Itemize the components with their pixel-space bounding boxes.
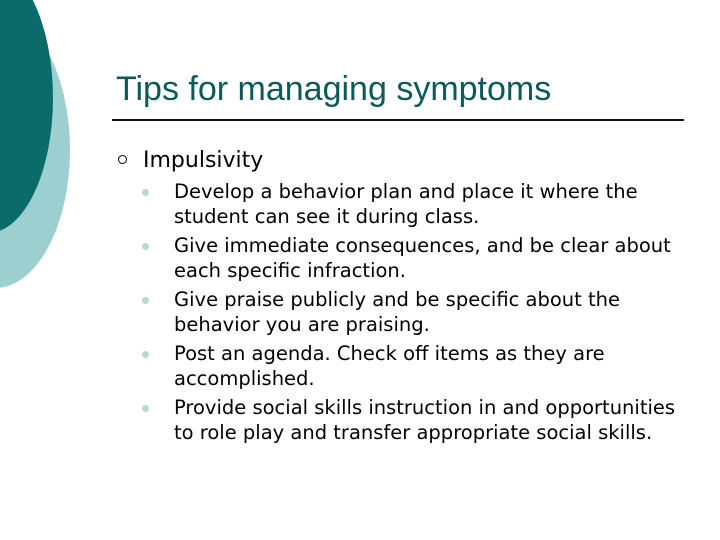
sub-bullet-item [140, 234, 685, 283]
sub-bullet-item [140, 180, 685, 229]
dot-bullet-icon [142, 405, 149, 412]
sub-bullet-list [140, 180, 685, 450]
sub-bullet-text: Post an agenda. Check off items as they are accomplished. [174, 342, 605, 390]
sub-bullet-text: Develop a behavior plan and place it where the student can see it during class. [174, 180, 638, 228]
title-divider [112, 119, 684, 121]
sub-bullet-item [140, 288, 685, 337]
sub-bullet-item [140, 396, 685, 445]
dot-bullet-icon [142, 243, 149, 250]
dot-bullet-icon [142, 351, 149, 358]
dot-bullet-icon [142, 297, 149, 304]
sub-bullet-text: Give praise publicly and be specific about the behavior you are praising. [174, 288, 621, 336]
sub-bullet-item [140, 342, 685, 391]
hollow-circle-bullet-icon [118, 155, 127, 164]
dot-bullet-icon [142, 189, 149, 196]
slide-title: Tips for managing symptoms [116, 70, 552, 108]
main-bullet-label: Impulsivity [143, 148, 264, 173]
corner-decoration [0, 0, 140, 300]
sub-bullet-text: Give immediate consequences, and be clear about each specific infraction. [174, 234, 671, 282]
sub-bullet-text: Provide social skills instruction in and opportunities to role play and transfer appropriate social skills. [174, 396, 676, 444]
